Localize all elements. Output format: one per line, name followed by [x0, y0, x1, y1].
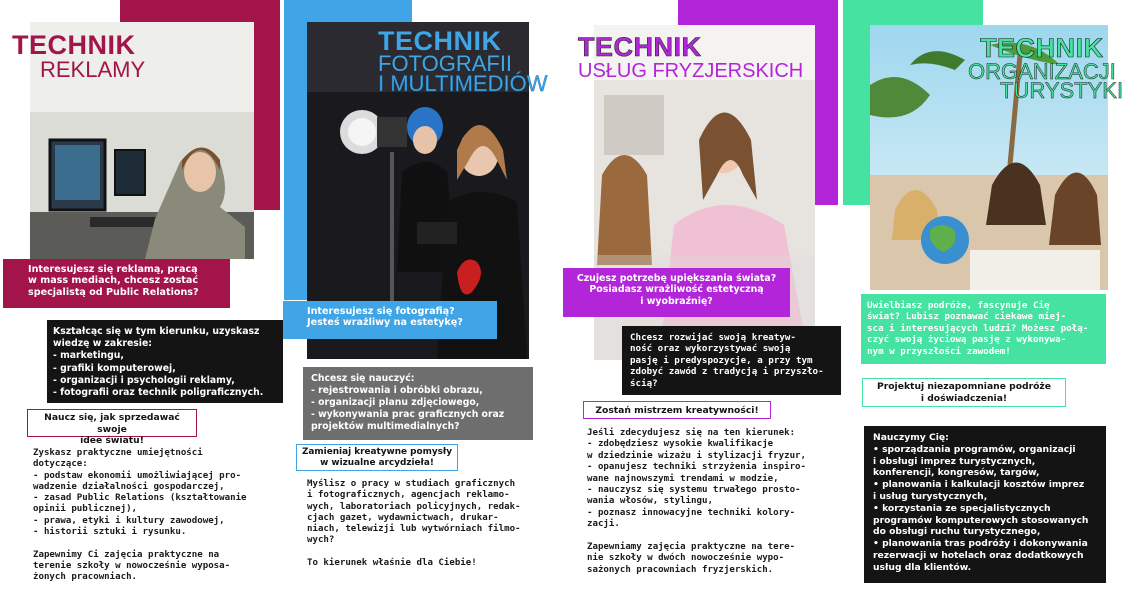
panel3-learn-box: [622, 326, 841, 395]
panel1-body: Zyskasz praktyczne umiejętności dotyczące: - podstaw ekonomii umożliwiającej pro- wadzenie działalności gospodarczej, - zasad Public Relations (kształtowanie opinii publicznej), - prawa, etyki i kultury zawodowej, - historii sztuki i rysunku. Zapewnimy Ci zajęcia praktyczne na terenie szkoły w nowocześnie wyposa- żonych pracowniach.: [33, 448, 247, 583]
panel3-title-sub: USŁUG FRYZJERSKICH: [578, 60, 804, 82]
panel2-title-sub2: I MULTIMEDIÓW: [378, 71, 548, 96]
panel4-title-sub2: TURYSTYKI: [1000, 78, 1123, 103]
panel3-title-main: TECHNIK: [578, 32, 702, 62]
panel4-slogan: Projektuj niezapomniane podróże i doświadczenia!: [876, 381, 1052, 404]
panel1-question-box: [3, 259, 230, 308]
panel4-title-main: TECHNIK: [980, 33, 1104, 63]
panel2-slogan: Zamieniaj kreatywne pomysły w wizualne arcydzieła!: [302, 447, 452, 469]
panel4-slogan-box: [862, 378, 1066, 407]
panel2-learn: Chcesz się nauczyć: - rejestrowania i obróbki obrazu, - organizacji planu zdjęciowego, - wykonywania prac graficznych oraz projektów multimedialnych?: [311, 373, 505, 432]
panel1-slogan: Naucz się, jak sprzedawać swoje idee światu!: [44, 412, 180, 447]
panel2-title-main: TECHNIK: [378, 26, 502, 56]
panel3-question: Czujesz potrzebę upiększania świata? Posiadasz wrażliwość estetyczną i wyobraźnię?: [576, 273, 777, 307]
panel3-slogan: Zostań mistrzem kreatywności!: [595, 405, 759, 416]
panel3-body: Jeśli zdecydujesz się na ten kierunek: - zdobędziesz wysokie kwalifikacje w dziedzinie wizażu i stylizacji fryzur, - opanujesz techniki strzyżenia inspiro- wane najnowszymi trendami w modzie, - nauczysz się systemu trwałego prosto- wania włosów, stylingu, - poznasz innowacyjne techniki kolory- zacji. Zapewniamy zajęcia praktyczne na tere- nie szkoły w dwóch nowocześnie wypo- sażonych pracowniach fryzjerskich.: [587, 428, 806, 575]
panel3-slogan-box: [583, 401, 771, 419]
panel4-learn: Nauczymy Cię: • sporządzania programów, organizacji i obsługi imprez turystycznych, konferencji, kongresów, targów, • planowania i kalkulacji kosztów imprez i usług turystycznych, • korzystania ze specjalistycznych programów komputerowych stosowanych do obsługi ruchu turystycznego, • planowania tras podróży i dokonywania rezerwacji w hotelach oraz dodatkowych usług dla klientów.: [873, 432, 1089, 573]
panel2-question-box: [283, 301, 497, 339]
panel4-question: Uwielbiasz podróże, fascynuje Cię świat? Lubisz poznawać ciekawe miej- sca i interesujących ludzi? Możesz połą- czyć swoją życiową pasję z wykonywa- nym w przyszłości zawodem!: [867, 300, 1089, 357]
panel1-learn-box: [47, 320, 283, 403]
panel2-body: Myślisz o pracy w studiach graficznych i fotograficznych, agencjach reklamo- wych, laboratoriach policyjnych, redak- cjach gazet, wydawnictwach, drukar- niach, telewizji lub wytwórniach filmo- wych? To kierunek właśnie dla Ciebie!: [307, 479, 521, 569]
panel4-learn-box: [864, 426, 1106, 583]
panel2-title-sub1: FOTOGRAFII: [378, 51, 513, 76]
panel1-title-sub: REKLAMY: [40, 57, 146, 82]
panel3-learn: Chcesz rozwijać swoją kreatyw- ność oraz wykorzystywać swoją pasję i predyspozycje, a przy tym zdobyć zawód z tradycją i przyszło- ścią?: [630, 332, 824, 389]
panel1-title-main: TECHNIK: [12, 30, 136, 60]
panel3-question-box: [563, 268, 790, 317]
panel2-question: Interesujesz się fotografią? Jesteś wrażliwy na estetykę?: [307, 306, 463, 329]
panel1-slogan-box: [27, 409, 197, 447]
panel4-title-sub1: ORGANIZACJI: [968, 59, 1116, 84]
panel1-learn: Kształcąc się w tym kierunku, uzyskasz wiedzę w zakresie: - marketingu, - grafiki komputerowej, - organizacji i psychologii reklamy, - fotografii oraz technik poligraficznych.: [53, 326, 264, 399]
panel2-learn-box: [303, 367, 533, 440]
panel4-question-box: [861, 294, 1106, 364]
panel2-slogan-box: [296, 444, 458, 471]
panel1-question: Interesujesz się reklamą, pracą w mass mediach, chcesz zostać specjalistą od Public Relations?: [28, 264, 199, 298]
